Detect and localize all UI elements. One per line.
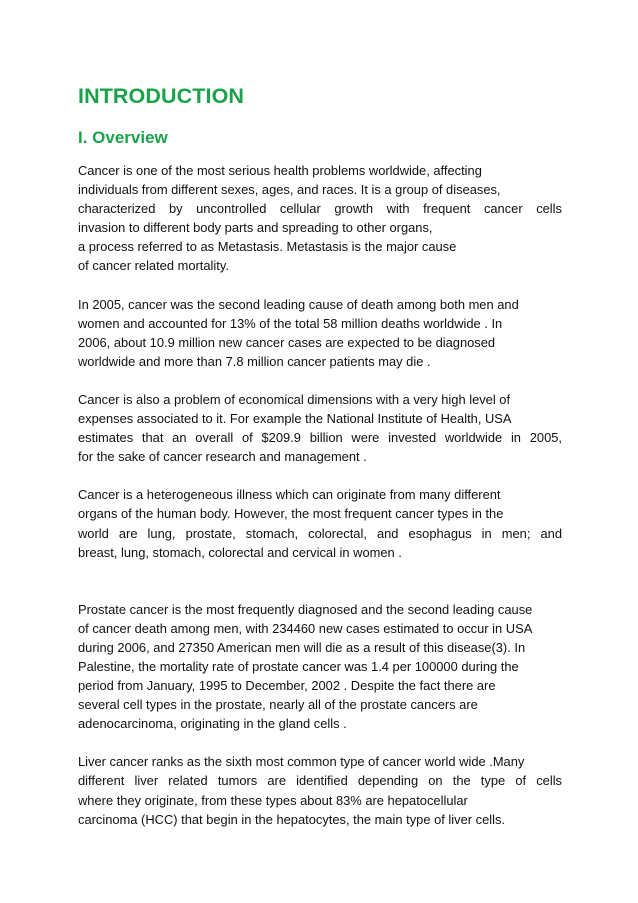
text-line: different liver related tumors are identified depending on the type of cells	[78, 773, 562, 789]
text-line: expenses associated to it. For example the National Institute of Health, USA	[78, 411, 512, 427]
main-heading: INTRODUCTION	[78, 84, 245, 108]
text-line: women and accounted for 13% of the total 58 million deaths worldwide . In	[78, 315, 503, 331]
text-line: Cancer is also a problem of economical dimensions with a very high level of	[78, 391, 511, 407]
text-line: Prostate cancer is the most frequently diagnosed and the second leading cause	[78, 601, 533, 617]
text-line: carcinoma (HCC) that begin in the hepatocytes, the main type of liver cells.	[78, 811, 506, 827]
text-line: for the sake of cancer research and management .	[78, 449, 367, 465]
text-line: Cancer is one of the most serious health problems worldwide, affecting	[78, 163, 482, 178]
text-line: organs of the human body. However, the most frequent cancer types in the	[78, 506, 504, 522]
text-line: 2006, about 10.9 million new cancer cases are expected to be diagnosed	[78, 334, 496, 350]
paragraph-statistics-2005	[78, 295, 562, 371]
text-line: breast, lung, stomach, colorectal and cervical in women .	[78, 544, 402, 560]
text-line: period from January, 1995 to December, 2002 . Despite the fact there are	[78, 678, 496, 694]
text-line: invasion to different body parts and spreading to other organs,	[78, 220, 433, 236]
paragraph-overview	[78, 161, 562, 276]
text-line: individuals from different sexes, ages, and races. It is a group of diseases,	[78, 182, 501, 198]
text-line: several cell types in the prostate, nearly all of the prostate cancers are	[78, 697, 478, 713]
text-line: of cancer related mortality.	[78, 258, 229, 274]
text-line: In 2005, cancer was the second leading cause of death among both men and	[78, 296, 519, 312]
text-line: a process referred to as Metastasis. Metastasis is the major cause	[78, 239, 457, 255]
section-heading: I. Overview	[78, 128, 168, 147]
text-line: where they originate, from these types about 83% are hepatocellular	[78, 792, 468, 808]
text-line: during 2006, and 27350 American men will die as a result of this disease(3). In	[78, 639, 526, 655]
paragraph-cancer-types	[78, 485, 562, 561]
text-line: characterized by uncontrolled cellular growth with frequent cancer cells	[78, 201, 562, 217]
paragraph-prostate-cancer	[78, 600, 562, 734]
text-line: of cancer death among men, with 234460 new cases estimated to occur in USA	[78, 620, 533, 636]
paragraph-liver-cancer	[78, 752, 562, 828]
text-line: Palestine, the mortality rate of prostate cancer was 1.4 per 100000 during the	[78, 658, 519, 674]
text-line: worldwide and more than 7.8 million cancer patients may die .	[78, 353, 431, 369]
paragraph-economics	[78, 390, 562, 466]
text-line: Cancer is a heterogeneous illness which can originate from many different	[78, 487, 501, 503]
text-line: estimates that an overall of $209.9 billion were invested worldwide in 2005,	[78, 430, 562, 446]
text-line: world are lung, prostate, stomach, colorectal, and esophagus in men; and	[78, 525, 562, 541]
text-line: adenocarcinoma, originating in the gland cells .	[78, 716, 347, 732]
document-content	[78, 82, 562, 829]
text-line: Liver cancer ranks as the sixth most common type of cancer world wide .Many	[78, 754, 525, 770]
